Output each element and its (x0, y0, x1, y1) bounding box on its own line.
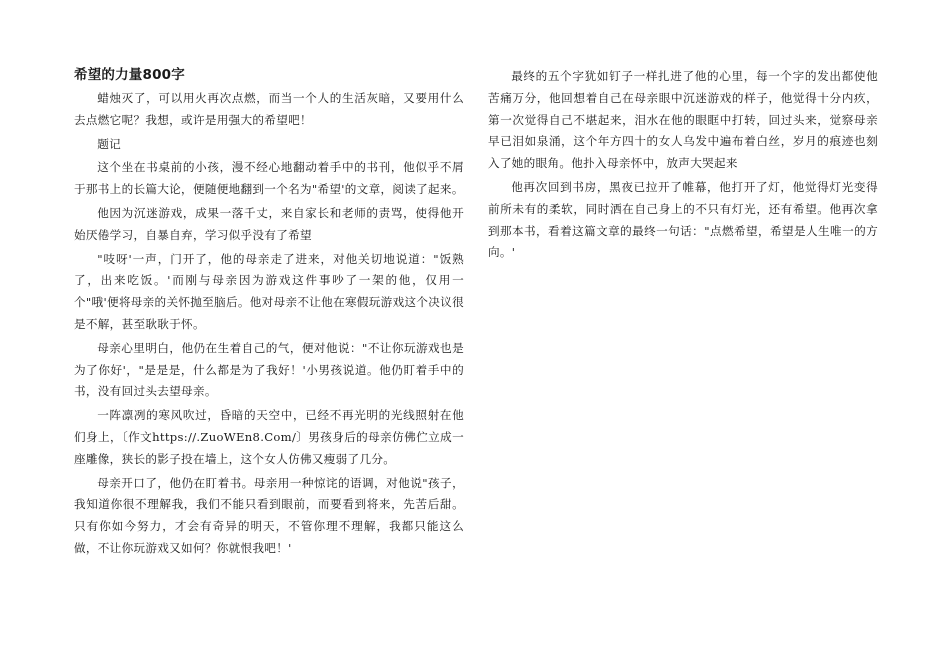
paragraph: 最终的五个字犹如钉子一样扎进了他的心里，每一个字的发出都使他苦痛万分，他回想着自己在母亲眼中沉迷游戏的样子，他觉得十分内疚，第一次觉得自己不堪起来，泪水在他的眼眶中打转，回过头来，觉察母亲早已泪如泉涌，这个年方四十的女人乌发中遍布着白丝，岁月的痕迹也刻入了她的眼角。他扑入母亲怀中，放声大哭起来 (488, 69, 878, 171)
right-column (488, 66, 878, 266)
left-column (74, 66, 464, 562)
paragraph: 他再次回到书房，黑夜已拉开了帷幕，他打开了灯，他觉得灯光变得前所未有的柔软，同时洒在自己身上的不只有灯光，还有希望。他再次拿到那本书，看着这篇文章的最终一句话："点燃希望，希望是人生唯一的方向。' (488, 179, 878, 260)
paragraph: 他因为沉迷游戏，成果一落千丈，来自家长和老师的责骂，使得他开始厌倦学习，自暴自弃，学习似乎没有了希望 (74, 205, 464, 242)
paragraph: 母亲心里明白，他仍在生着自己的气，便对他说："不让你玩游戏也是为了你好'，"是是是，什么都是为了我好！'小男孩说道。他仍盯着手中的书，没有回过头去望母亲。 (74, 340, 464, 399)
document-title: 希望的力量800字 (74, 67, 185, 83)
paragraph: "吱呀'一声，门开了，他的母亲走了进来，对他关切地说道："饭熟了，出来吃饭。'而刚与母亲因为游戏这件事吵了一架的他，仅用一个"哦'便将母亲的关怀抛至脑后。他对母亲不让他在寒假玩游戏这个决议很是不解，甚至耿耿于怀。 (74, 251, 464, 331)
paragraph: 一阵凛冽的寒风吹过，昏暗的天空中，已经不再光明的光线照射在他们身上，〔作文https://.ZuoWEn8.Com/〕男孩身后的母亲仿佛伫立成一座雕像，狭长的影子投在墙上，这个女人仿佛又瘦弱了几分。 (74, 408, 464, 466)
epigraph-label: 题记 (97, 136, 121, 151)
paragraph: 母亲开口了，他仍在盯着书。母亲用一种惊诧的语调，对他说"孩子，我知道你很不理解我，我们不能只看到眼前，而要看到将来，先苦后甜。只有你如今努力，才会有奇异的明天，不管你理不理解，我都只能这么做，不让你玩游戏又如何？你就恨我吧！' (74, 475, 464, 555)
paragraph: 蜡烛灭了，可以用火再次点燃，而当一个人的生活灰暗，又要用什么去点燃它呢？我想，或许是用强大的希望吧！ (74, 91, 464, 127)
paragraph: 这个坐在书桌前的小孩，漫不经心地翻动着手中的书刊，他似乎不屑于那书上的长篇大论，便随便地翻到一个名为"希望'的文章，阅读了起来。 (74, 160, 464, 197)
